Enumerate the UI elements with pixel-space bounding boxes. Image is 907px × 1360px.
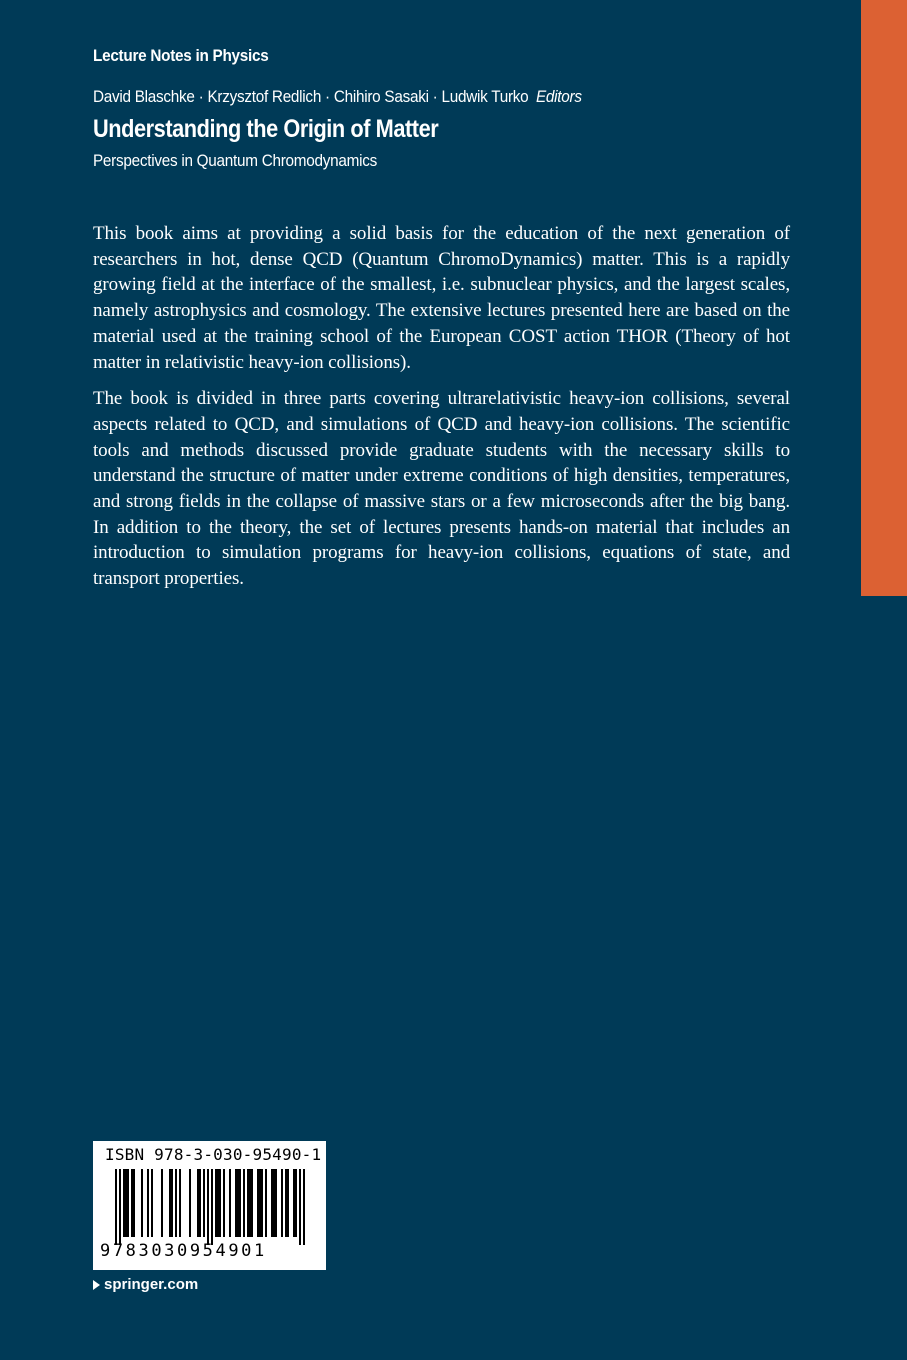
barcode-bar — [125, 1169, 127, 1237]
barcode-bar — [169, 1169, 171, 1237]
barcode-bar — [219, 1169, 221, 1237]
barcode-bar — [147, 1169, 149, 1237]
barcode-bar — [249, 1169, 251, 1237]
barcode-bar — [229, 1169, 231, 1237]
barcode-bar — [239, 1169, 241, 1237]
description-paragraph-1: This book aims at providing a solid basis for the education of the next generation of researchers in hot, dense QCD (Quantum ChromoDynamics) matter. This is a rapidly growing field at the interface of the smallest, i.e. subnuclear physics, and the largest scales, namely astrophysics and cosmology. The extensive lectures presented here are based on the material used at the training school of the European COST action THOR (Theory of hot matter in relativistic heavy-ion collisions). — [93, 223, 790, 373]
barcode-bar — [133, 1169, 135, 1237]
barcode-bar — [161, 1169, 163, 1237]
barcode-bar — [251, 1169, 253, 1237]
barcode-bar — [247, 1169, 249, 1237]
editors-role: Editors — [535, 87, 582, 106]
book-description — [93, 221, 790, 603]
barcode-bar — [199, 1169, 201, 1237]
barcode-bar — [211, 1169, 213, 1245]
barcode-bar — [115, 1169, 117, 1245]
barcode-bar — [223, 1169, 225, 1237]
barcode-bar — [151, 1169, 153, 1237]
barcode-bar — [261, 1169, 263, 1237]
barcode-bar — [123, 1169, 125, 1237]
publisher-url: springer.com — [104, 1276, 199, 1293]
barcode-bar — [275, 1169, 277, 1237]
barcode-bar — [235, 1169, 237, 1237]
barcode-bar — [237, 1169, 239, 1237]
barcode-bar — [119, 1169, 121, 1245]
book-title: Understanding the Origin of Matter — [93, 115, 439, 143]
barcode-bar — [131, 1169, 133, 1237]
barcode-bar — [197, 1169, 199, 1237]
barcode-bar — [303, 1169, 305, 1245]
barcode-bar — [217, 1169, 219, 1237]
accent-stripe — [861, 0, 907, 596]
publisher-link[interactable] — [93, 1276, 198, 1293]
barcode-bar — [203, 1169, 205, 1237]
barcode-bar — [285, 1169, 287, 1237]
barcode-bar — [271, 1169, 273, 1237]
barcode-bar — [293, 1169, 295, 1237]
triangle-right-icon — [93, 1280, 100, 1290]
isbn-label: ISBN 978-3-030-95490-1 — [105, 1145, 322, 1164]
barcode-bar — [259, 1169, 261, 1237]
barcode-bar — [295, 1169, 297, 1237]
barcode-bar — [273, 1169, 275, 1237]
book-subtitle: Perspectives in Quantum Chromodynamics — [93, 151, 377, 170]
barcode-bar — [127, 1169, 129, 1237]
barcode-bar — [299, 1169, 301, 1245]
editor-names: David Blaschke · Krzysztof Redlich · Chihiro Sasaki · Ludwik Turko — [93, 87, 529, 106]
barcode-bars — [115, 1169, 305, 1245]
barcode-bar — [287, 1169, 289, 1237]
barcode-bar — [179, 1169, 181, 1237]
barcode-bar — [265, 1169, 267, 1237]
barcode-bar — [207, 1169, 209, 1245]
description-paragraph-2: The book is divided in three parts covering ultrarelativistic heavy-ion collisions, several aspects related to QCD, and simulations of QCD and heavy-ion collisions. The scientific tools and methods discussed provide graduate students with the necessary skills to understand the structure of matter under extreme conditions of high densities, temperatures, and strong fields in the collapse of massive stars or a few microseconds after the big bang. In addition to the theory, the set of lectures presents hands-on material that includes an introduction to simulation programs for heavy-ion collisions, equations of state, and transport properties. — [93, 388, 790, 590]
barcode-bar — [281, 1169, 283, 1237]
barcode-bar — [257, 1169, 259, 1237]
barcode-bar — [141, 1169, 143, 1237]
series-name: Lecture Notes in Physics — [93, 46, 269, 65]
editors-line — [93, 87, 582, 107]
barcode-bar — [175, 1169, 177, 1237]
ean-digits: 9783030954901 — [100, 1241, 267, 1261]
isbn-barcode — [93, 1141, 326, 1270]
barcode-bar — [215, 1169, 217, 1237]
barcode-bar — [189, 1169, 191, 1237]
barcode-bar — [171, 1169, 173, 1237]
barcode-bar — [243, 1169, 245, 1237]
